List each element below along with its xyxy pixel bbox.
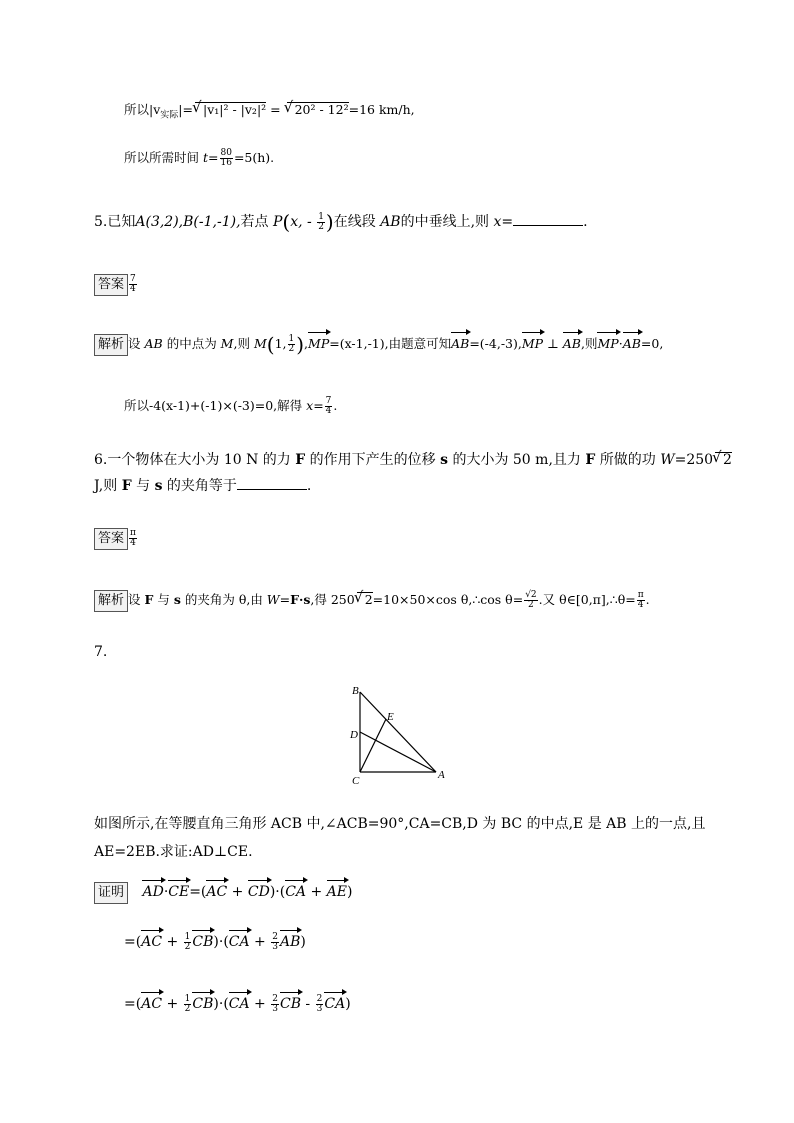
velocity-line: 所以$|v_{实际}|=√$ |v₁|² - |v₂|² = √ 20² - 12²=16 km/h, bbox=[124, 100, 415, 126]
label-d: D bbox=[350, 729, 358, 741]
question-5: 5.已知A(3,2),B(-1,-1),若点 P(x, - $\frac{1}{2}$ )在线段 AB的中垂线上,则 x= . bbox=[94, 210, 588, 234]
answer-blank[interactable] bbox=[237, 477, 307, 490]
question-7-number: 7. bbox=[94, 644, 108, 660]
label-c: C bbox=[352, 775, 360, 787]
solution-label: 解析 bbox=[94, 590, 128, 612]
label-e: E bbox=[387, 711, 394, 723]
segment-ad bbox=[360, 732, 436, 772]
proof-line-1: 证明 AD·CE=(AC + CD)·(CA + AE) bbox=[94, 882, 352, 904]
answer-6: 答案 $\frac{\pi}{4}$ bbox=[94, 528, 138, 550]
proof-line-3: =(AC + $\frac{1}{2}$ CB)·(CA + $\frac{2}{3}$ CB - $\frac{2}{3}$ CA) bbox=[124, 993, 351, 1014]
label-b: B bbox=[352, 685, 359, 697]
label-a: A bbox=[438, 769, 445, 781]
proof-label: 证明 bbox=[94, 882, 128, 904]
answer-5: 答案 $\frac{7}{4}$ bbox=[94, 274, 138, 296]
triangle-figure bbox=[340, 680, 460, 790]
time-line: 所以所需时间 t= $\frac{80}{16}$ =5(h). bbox=[124, 148, 275, 168]
segment-ab bbox=[360, 692, 436, 772]
solution-5: 解析 设 AB 的中点为 M,则 M(1, $\frac{1}{2}$ ),MP=(x-1,-1),由题意可知AB=(-4,-3),MP ⊥ AB,则MP·AB=0, bbox=[94, 334, 663, 356]
answer-blank[interactable] bbox=[513, 213, 583, 226]
question-6: 6.一个物体在大小为 10 N 的力 F 的作用下产生的位移 s 的大小为 50 m,且力 F 所做的功 W=250√ 2 bbox=[94, 450, 732, 470]
answer-label: 答案 bbox=[94, 274, 128, 296]
solution-5-cont: 所以-4(x-1)+(-1)×(-3)=0,解得 x= $\frac{7}{4}$ . bbox=[124, 396, 338, 416]
question-7-text-cont: AE=2EB.求证:AD⊥CE. bbox=[94, 844, 253, 860]
solution-label: 解析 bbox=[94, 334, 128, 356]
segment-ce bbox=[360, 719, 386, 772]
question-7-text: 如图所示,在等腰直角三角形 ACB 中,∠ACB=90°,CA=CB,D 为 BC 的中点,E 是 AB 上的一点,且 bbox=[94, 816, 706, 832]
solution-6: 解析 设 F 与 s 的夹角为 θ,由 W=F·s,得 250√ 2=10×50×cos θ,∴cos θ= $\frac{√2}{2}$ .又 θ∈[0,π],∴θ= $\frac{\pi}{4}$ . bbox=[94, 590, 650, 612]
question-6-cont: J,则 F 与 s 的夹角等于 . bbox=[94, 478, 312, 494]
proof-line-2: =(AC + $\frac{1}{2}$ CB)·(CA + $\frac{2}{3}$ AB) bbox=[124, 931, 306, 952]
answer-label: 答案 bbox=[94, 528, 128, 550]
